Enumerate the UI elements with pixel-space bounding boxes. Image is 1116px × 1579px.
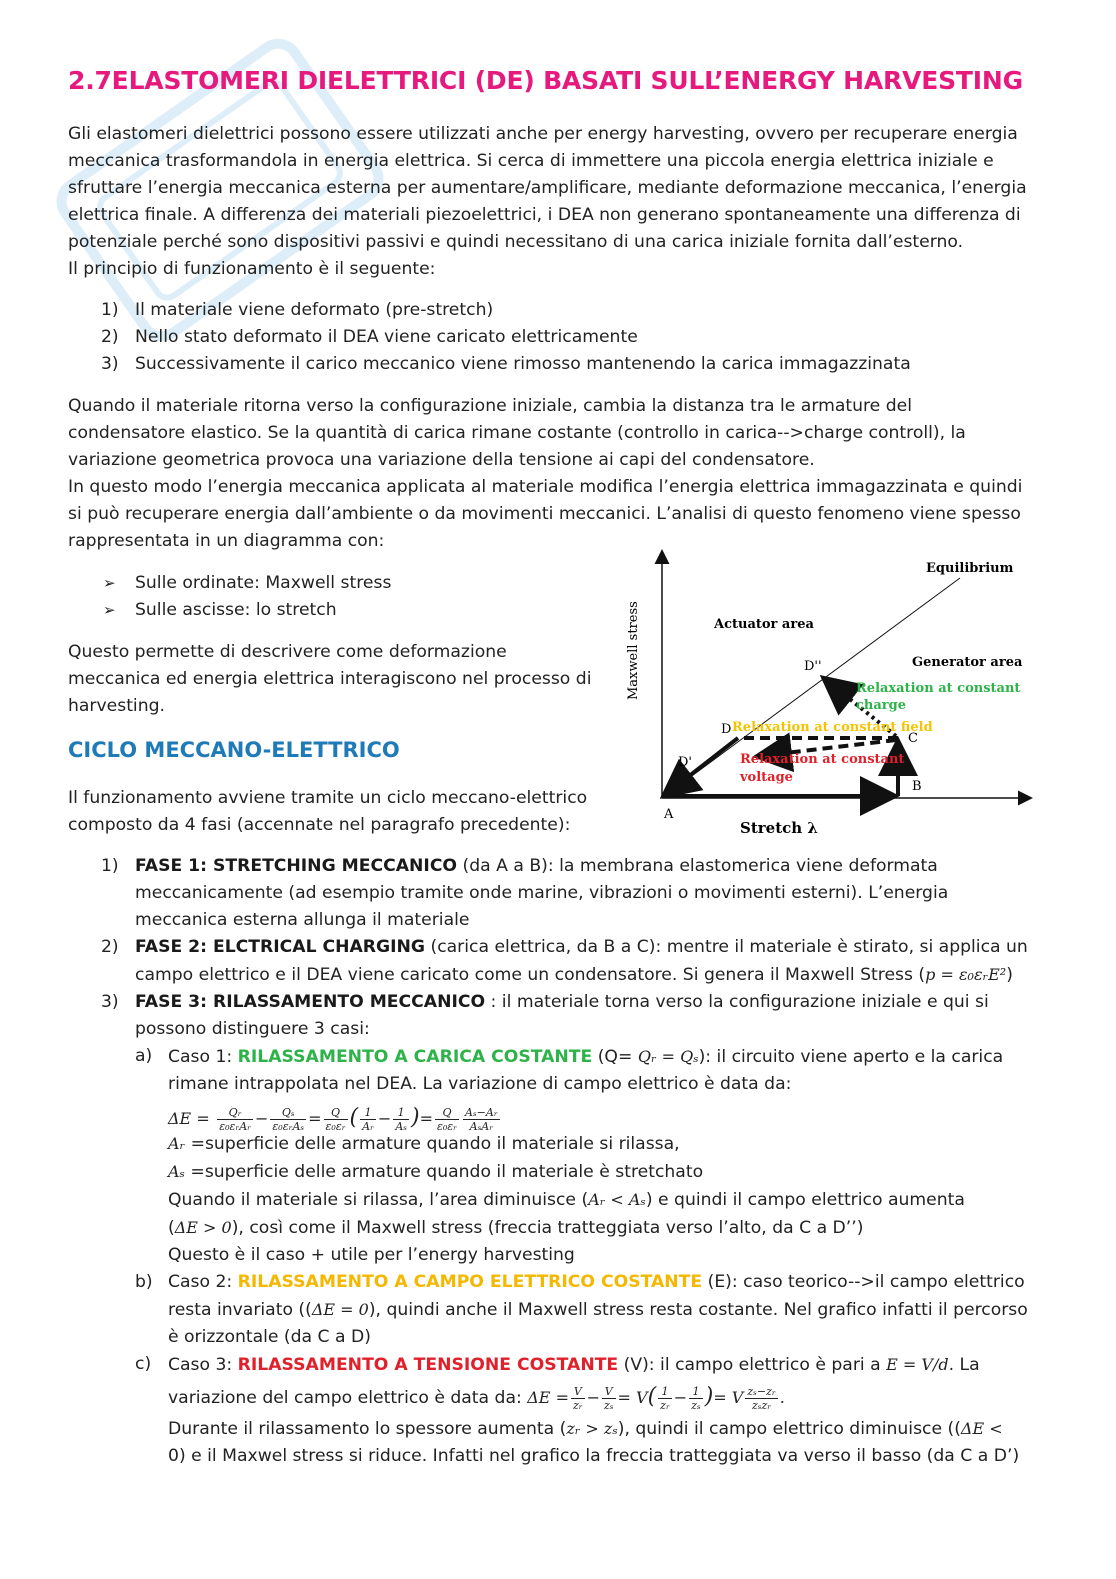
text-line: (ΔE > 0), così come il Maxwell stress (freccia tratteggiata verso l’alto, da C a D’’) — [168, 1218, 864, 1238]
maxwell-stress-diagram — [610, 540, 1040, 840]
text-line: Quando il materiale si rilassa, l’area diminuisce (Aᵣ < Aₛ) e quindi il campo elettrico aumenta — [168, 1190, 965, 1210]
text-line: harvesting. — [68, 696, 165, 716]
point-c-label: C — [908, 731, 918, 746]
text-line: meccanica ed energia elettrica interagiscono nel processo di — [68, 669, 592, 689]
text-line: meccanica trasformandola in energia elettrica. Si cerca di immettere una piccola energia elettrica iniziale e — [68, 151, 994, 171]
point-b-label: B — [912, 779, 922, 794]
point-a-label: A — [664, 807, 674, 822]
equilibrium-label: Equilibrium — [926, 561, 1014, 576]
phase-2: 2) FASE 2: ELCTRICAL CHARGING (carica elettrica, da B a C): mentre il materiale è stirato, si applica un — [101, 937, 1028, 957]
equation-delta-e-charge: ΔE = $\frac{\text{Qᵣ}}{\text{ε₀εᵣAᵣ}}$ − $\frac{\text{Qₛ}}{\text{ε₀εᵣAₛ}}$ = $\frac{Q}{\text{ε₀εᵣ}}$ ( $\frac{1}{\text{Aᵣ}}$ − $\frac{1}{\text{Aₛ}}$ )= $\frac{Q}{\text{ε₀εᵣ}}$ $\frac{\text{Aₛ−Aᵣ}}{\text{AₛAᵣ}}$ — [168, 1105, 498, 1133]
relax-charge-label-2: charge — [856, 698, 907, 713]
steps-list — [101, 297, 911, 378]
intro-paragraph — [68, 121, 1027, 283]
point-d-label: D — [721, 722, 732, 737]
text-line: In questo modo l’energia meccanica applicata al materiale modifica l’energia elettrica immagazzinata e quindi — [68, 477, 1023, 497]
generator-area-label: Generator area — [912, 655, 1023, 670]
text-line: elettrica finale. A differenza dei materiali piezoelettrici, i DEA non generano spontaneamente una differenza di — [68, 205, 1021, 225]
text-line: 0) e il Maxwel stress si riduce. Infatti nel grafico la freccia tratteggiata va verso il basso (da C a D’) — [168, 1446, 1020, 1466]
relax-voltage-label: Relaxation at constant — [740, 752, 905, 767]
text-line: Il principio di funzionamento è il seguente: — [68, 259, 436, 279]
relax-field-label: Relaxation at constant field — [732, 720, 933, 735]
case-b: b) Caso 2: RILASSAMENTO A CAMPO ELETTRICO COSTANTE (E): caso teorico-->il campo elettrico — [135, 1272, 1025, 1292]
text-line: Questo permette di descrivere come deformazione — [68, 642, 507, 662]
text-line: campo elettrico e il DEA viene caricato come un condensatore. Si genera il Maxwell Stress (p = ε₀εᵣE²) — [135, 965, 1013, 985]
text-line: Aₛ =superficie delle armature quando il materiale è stretchato — [168, 1162, 704, 1182]
text-line: è orizzontale (da C a D) — [168, 1327, 371, 1347]
text-line: Gli elastomeri dielettrici possono essere utilizzati anche per energy harvesting, ovvero per recuperare energia — [68, 124, 1018, 144]
list-item: ➢ Sulle ascisse: lo stretch — [103, 600, 337, 620]
text-line: meccanica esterna allunga il materiale — [135, 910, 470, 930]
text-line: si può recuperare energia dall’ambiente o da movimenti meccanici. L’analisi di questo fenomeno viene spesso — [68, 504, 1021, 524]
list-item: ➢ Sulle ordinate: Maxwell stress — [103, 573, 392, 593]
actuator-area-label: Actuator area — [714, 617, 814, 632]
text-line: meccanicamente (ad esempio tramite onde marine, vibrazioni o movimenti esterni). L’energia — [135, 883, 949, 903]
text-line: potenziale perché sono dispositivi passivi e quindi necessitano di una carica iniziale fornita dall’esterno. — [68, 232, 964, 252]
phase-3: 3) FASE 3: RILASSAMENTO MECCANICO : il materiale torna verso la configurazione iniziale e qui si — [101, 992, 989, 1012]
point-d-prime-label: D' — [678, 755, 692, 770]
phases-list — [101, 853, 1028, 1470]
paragraph-description — [68, 639, 591, 720]
case-c: c) Caso 3: RILASSAMENTO A TENSIONE COSTANTE (V): il campo elettrico è pari a E = V/d. La — [135, 1354, 980, 1375]
y-axis-label: Maxwell stress — [626, 601, 641, 700]
equation-delta-e-voltage: variazione del campo elettrico è data da: ΔE = $\frac{V}{\text{zᵣ}}$ − $\frac{V}{\text{zₛ}}$ = V( $\frac{1}{\text{zᵣ}}$ − $\frac{1}{\text{zₛ}}$ )= V $\frac{\text{zₛ−zᵣ}}{\text{zₛzᵣ}}$ . — [168, 1384, 785, 1412]
document-title: 2.7ELASTOMERI DIELETTRICI (DE) BASATI SULL’ENERGY HARVESTING — [68, 66, 1023, 95]
relax-charge-label: Relaxation at constant — [856, 681, 1021, 696]
paragraph-charge-control — [68, 393, 1022, 555]
return-arrow-d-a — [666, 738, 738, 794]
case-a: a) Caso 1: RILASSAMENTO A CARICA COSTANTE (Q= Qᵣ = Qₛ): il circuito viene aperto e la carica — [135, 1046, 1004, 1067]
list-item: 1) Il materiale viene deformato (pre-stretch) — [101, 300, 494, 320]
text-line: sfruttare l’energia meccanica esterna per aumentare/amplificare, mediante deformazione meccanica, l’energia — [68, 178, 1027, 198]
list-item: 3) Successivamente il carico meccanico viene rimosso mantenendo la carica immagazzinata — [101, 354, 911, 374]
text-line: resta invariato ((ΔE = 0), quindi anche il Maxwell stress resta costante. Nel grafico infatti il percorso — [168, 1300, 1028, 1320]
text-line: Quando il materiale ritorna verso la configurazione iniziale, cambia la distanza tra le armature del — [68, 396, 912, 416]
text-line: Durante il rilassamento lo spessore aumenta (zᵣ > zₛ), quindi il campo elettrico diminuisce ((ΔE < — [168, 1419, 1003, 1439]
text-line: condensatore elastico. Se la quantità di carica rimane costante (controllo in carica-->charge controll), la — [68, 423, 966, 443]
text-line: Aᵣ =superficie delle armature quando il materiale si rilassa, — [168, 1134, 680, 1154]
paragraph-cycle-intro — [68, 785, 587, 839]
x-axis-label: Stretch λ — [740, 819, 818, 837]
text-line: variazione geometrica provoca una variazione della tensione ai capi del condensatore. — [68, 450, 815, 470]
text-line: possono distinguere 3 casi: — [135, 1019, 370, 1039]
text-line: rimane intrappolata nel DEA. La variazione di campo elettrico è data da: — [168, 1074, 792, 1094]
text-line: rappresentata in un diagramma con: — [68, 531, 385, 551]
text-line: Questo è il caso + utile per l’energy harvesting — [168, 1245, 575, 1265]
relax-voltage-label-2: voltage — [740, 770, 793, 785]
text-line: composto da 4 fasi (accennate nel paragrafo precedente): — [68, 815, 571, 835]
list-item: 2) Nello stato deformato il DEA viene caricato elettricamente — [101, 327, 638, 347]
text-line: Il funzionamento avviene tramite un ciclo meccano-elettrico — [68, 788, 588, 808]
cases-list — [135, 1043, 1061, 1470]
axes-list — [103, 570, 392, 624]
point-d-second-label: D'' — [804, 659, 822, 674]
phase-1: 1) FASE 1: STRETCHING MECCANICO (da A a B): la membrana elastomerica viene deformata — [101, 856, 938, 876]
section-title: CICLO MECCANO-ELETTRICO — [68, 738, 400, 762]
